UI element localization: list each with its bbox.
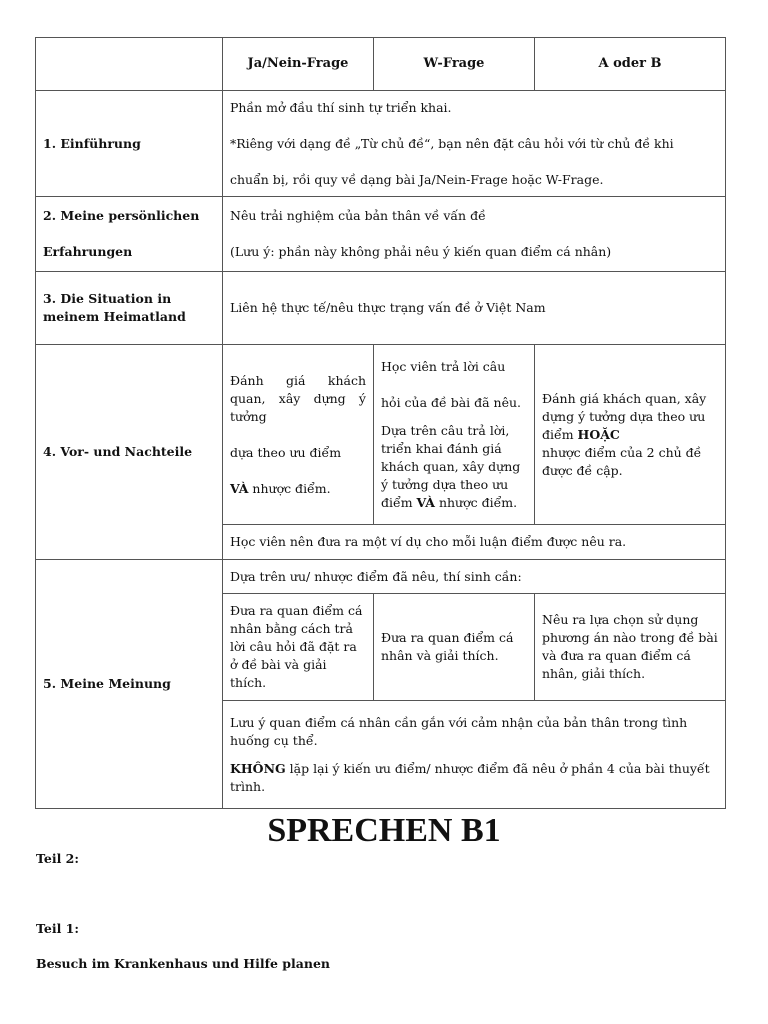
s4-ab-text-1 <box>542 390 718 444</box>
section-content-3: Liên hệ thực tế/nêu thực trạng vấn đề ở Việt Nam <box>223 272 726 345</box>
row-einfuehrung <box>36 91 726 197</box>
s5-a-oder-b-cell: Nêu ra lựa chọn sử dụng phương án nào trong đề bài và đưa ra quan điểm cá nhân, giải thích. <box>535 594 726 701</box>
s4-w-rest: nhược điểm. <box>434 494 518 510</box>
row-situation <box>36 272 726 345</box>
s2-text-1: Nêu trải nghiệm của bản thân về vấn đề <box>230 208 486 223</box>
section-label-2 <box>36 197 223 272</box>
s4-w-text-1: Học viên trả lời câu <box>381 358 506 374</box>
s4-w-cell <box>374 345 535 525</box>
s2-text-2: (Lưu ý: phần này không phải nêu ý kiến quan điểm cá nhân) <box>230 244 612 259</box>
section-label-5: 5. Meine Meinung <box>36 560 223 809</box>
s5-note-2-bold: KHÔNG <box>230 760 286 776</box>
s4-a-oder-b-cell <box>535 345 726 525</box>
topic-heading: Besuch im Krankenhaus und Hilfe planen <box>36 956 331 971</box>
teil-2-label: Teil 2: <box>36 851 79 866</box>
s4-ab-main: Đánh giá khách quan, xây dựng ý tưởng dựa theo ưu điểm <box>542 390 707 442</box>
s5-notes <box>223 701 726 809</box>
s4-jn-bold: VÀ <box>230 480 249 496</box>
teil-1-label: Teil 1: <box>36 921 79 936</box>
s4-ab-text-2: nhược điểm của 2 chủ đề được đề cập. <box>542 444 702 478</box>
section-label-3: 3. Die Situation in meinem Heimatland <box>36 272 223 345</box>
s4-note: Học viên nên đưa ra một ví dụ cho mỗi luận điểm được nêu ra. <box>223 525 726 560</box>
s5-ja-nein-cell: Đưa ra quan điểm cá nhân bằng cách trả lời câu hỏi đã đặt ra ở đề bài và giải thích. <box>223 594 374 701</box>
section-content-2 <box>223 197 726 272</box>
section-label-4: 4. Vor- und Nachteile <box>36 345 223 560</box>
s5-note-1: Lưu ý quan điểm cá nhân cần gắn với cảm nhận của bản thân trong tình huống cụ thể. <box>230 714 688 748</box>
s2-label-line-2: Erfahrungen <box>43 244 133 259</box>
s4-w-text-2: hỏi của đề bài đã nêu. <box>381 394 522 410</box>
header-w-frage: W-Frage <box>374 38 535 91</box>
s4-w-bold: VÀ <box>416 494 435 510</box>
s1-text-3: chuẩn bị, rồi quy về dạng bài Ja/Nein-Frage hoặc W-Frage. <box>230 171 604 187</box>
s5-intro: Dựa trên ưu/ nhược điểm đã nêu, thí sinh cần: <box>223 560 726 594</box>
s4-w-text-3 <box>381 422 527 512</box>
s4-ja-nein-cell <box>223 345 374 525</box>
row-vor-nachteile <box>36 345 726 525</box>
row-meinung-intro <box>36 560 726 594</box>
section-content-1 <box>223 91 726 197</box>
header-row <box>36 38 726 91</box>
row-erfahrungen <box>36 197 726 272</box>
section-label-1: 1. Einführung <box>36 91 223 197</box>
header-empty <box>36 38 223 91</box>
s5-w-cell: Đưa ra quan điểm cá nhân và giải thích. <box>374 594 535 701</box>
s1-text-2: *Riêng với dạng đề „Từ chủ đề“, bạn nên đặt câu hỏi với từ chủ đề khi <box>230 135 674 151</box>
speaking-guide-table <box>35 37 726 809</box>
s4-jn-text-1: Đánh giá khách quan, xây dựng ý tưởng <box>230 372 366 424</box>
s4-jn-text-3 <box>230 480 366 498</box>
s1-text-1: Phần mở đầu thí sinh tự triển khai. <box>230 99 452 115</box>
header-ja-nein-frage: Ja/Nein-Frage <box>223 38 374 91</box>
s4-w-main: Dựa trên câu trả lời, triển khai đánh giá khách quan, xây dựng ý tưởng dựa theo ưu điểm <box>381 422 521 510</box>
s4-ab-bold: HOẶC <box>577 426 620 442</box>
s4-jn-text-2: dựa theo ưu điểm <box>230 444 342 460</box>
document-title: SPRECHEN B1 <box>267 812 501 849</box>
s4-jn-rest: nhược điểm. <box>248 480 331 496</box>
s5-note-2 <box>230 760 718 796</box>
s2-label-line-1: 2. Meine persönlichen <box>43 208 200 223</box>
s5-note-2-rest: lặp lại ý kiến ưu điểm/ nhược điểm đã nêu ở phần 4 của bài thuyết trình. <box>230 760 710 794</box>
header-a-oder-b: A oder B <box>535 38 726 91</box>
